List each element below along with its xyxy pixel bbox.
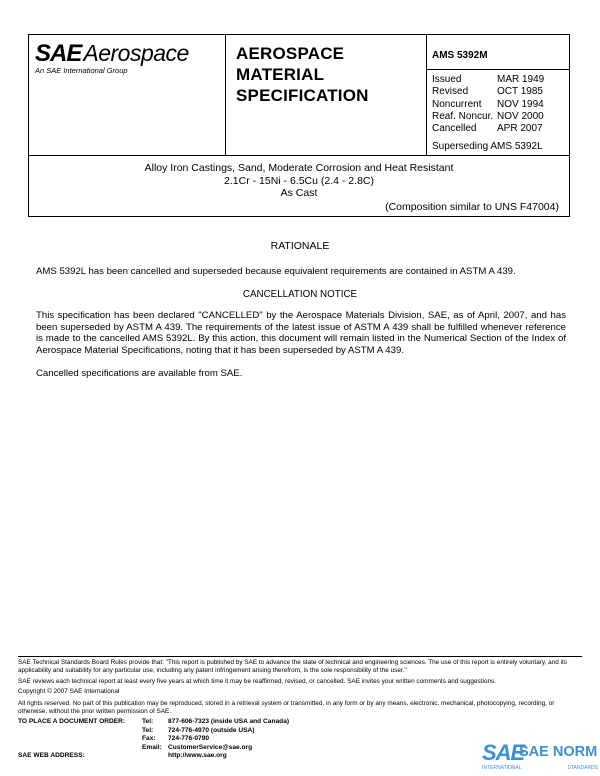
stamp-sub-right: STANDARDS	[567, 765, 598, 771]
title-cell	[226, 35, 426, 155]
date-label: Issued	[432, 74, 462, 85]
date-row	[432, 86, 544, 98]
contact-key: Fax:	[142, 735, 156, 743]
subject-line: 2.1Cr - 15Ni - 6.5Cu (2.4 - 2.8C)	[224, 175, 374, 187]
date-value: NOV 2000	[497, 110, 544, 122]
web-address-link[interactable]: http://www.sae.org	[168, 752, 227, 760]
email-link[interactable]: CustomerService@sae.org	[168, 743, 253, 751]
stamp-mark: SAE	[482, 740, 525, 765]
contact-key: Tel:	[142, 726, 154, 734]
subject-line: Alloy Iron Castings, Sand, Moderate Corrosion and Heat Resistant	[144, 162, 454, 174]
contact-value: 724-776-0790	[168, 735, 210, 743]
date-history	[432, 74, 544, 135]
subject-box	[28, 156, 570, 217]
date-label: Noncurrent	[432, 98, 482, 110]
contact-key: Tel:	[142, 718, 154, 725]
title-line: MATERIAL	[236, 65, 325, 84]
logo-mark: SAE	[35, 40, 82, 67]
copyright: Copyright © 2007 SAE International	[18, 688, 120, 695]
date-row	[432, 123, 544, 135]
availability-text: Cancelled specifications are available from SAE.	[36, 368, 243, 379]
date-value: OCT 1985	[497, 86, 543, 98]
date-label: Revised	[432, 86, 469, 98]
date-label: Cancelled	[432, 123, 477, 135]
date-value: MAR 1949	[497, 74, 545, 85]
logo-tagline: An SAE International Group	[35, 66, 128, 75]
date-row	[432, 74, 544, 86]
date-value: APR 2007	[497, 123, 543, 135]
cancellation-notice-text: This specification has been declared "CANCELLED" by the Aerospace Materials Division, SAE, as of April, 2007, and has been superseded by ASTM A 439. The requirements of the latest issue of ASTM A 439 shall be fulfilled whenever reference is made to the cancelled AMS 5392L. By this action, this document will remain listed in the Numerical Section of the Index of Aerospace Material Specifications, noting that it has been superseded by ASTM A 439.	[36, 310, 566, 356]
date-row	[432, 111, 544, 123]
title-line: SPECIFICATION	[236, 86, 369, 105]
document-type-title	[236, 43, 369, 106]
sae-aerospace-logo	[35, 40, 220, 75]
rationale-heading: RATIONALE	[270, 240, 330, 252]
contact-value: 877-606-7323 (inside USA and Canada)	[168, 718, 290, 725]
logo-word: Aerospace	[83, 40, 189, 66]
header-box	[28, 34, 570, 156]
date-value: NOV 1994	[497, 98, 544, 110]
composition-note: (Composition similar to UNS F47004)	[385, 201, 559, 213]
cancellation-notice-heading: CANCELLATION NOTICE	[242, 289, 358, 300]
sae-norm-stamp	[482, 740, 598, 774]
footer-divider	[18, 656, 582, 657]
review-statement: SAE reviews each technical report at least every five years at which time it may be reaffirmed, revised, or cancelled. SAE invites your written comments and suggestions.	[18, 678, 496, 685]
subject-line: As Cast	[280, 187, 318, 199]
order-label: TO PLACE A DOCUMENT ORDER:	[18, 718, 126, 725]
rights-statement: All rights reserved. No part of this publication may be reproduced, stored in a retrieval system or transmitted, in any form or by any means, electronic, mechanical, photocopying, recording, or otherwise, without the prior written permission of SAE.	[18, 700, 555, 715]
contact-value: 724-776-4970 (outside USA)	[168, 726, 255, 734]
document-id: AMS 5392M	[432, 50, 488, 61]
document-id-cell	[427, 35, 569, 70]
rationale-text: AMS 5392L has been cancelled and superseded because equivalent requirements are contained in ASTM A 439.	[36, 266, 516, 277]
standards-board-rules: SAE Technical Standards Board Rules provide that: "This report is published by SAE to advance the state of technical and engineering sciences. The use of this report is entirely voluntary, and its applicability and suitability for any particular use, including any patent infringement arising therefrom, is the sole responsibility of the user."	[18, 659, 567, 674]
stamp-word: SAE NORM	[519, 744, 598, 760]
contact-key: Email:	[142, 743, 162, 751]
superseding-note: Superseding AMS 5392L	[432, 141, 543, 152]
date-label: Reaf. Noncur.	[432, 110, 494, 122]
stamp-sub-left: INTERNATIONAL	[482, 765, 522, 771]
stamp-subtitle	[482, 765, 598, 771]
date-row	[432, 99, 544, 111]
logo-cell	[29, 35, 226, 155]
metadata-cell	[426, 35, 569, 155]
title-line: AEROSPACE	[236, 44, 345, 63]
web-address-label: SAE WEB ADDRESS:	[18, 752, 85, 760]
